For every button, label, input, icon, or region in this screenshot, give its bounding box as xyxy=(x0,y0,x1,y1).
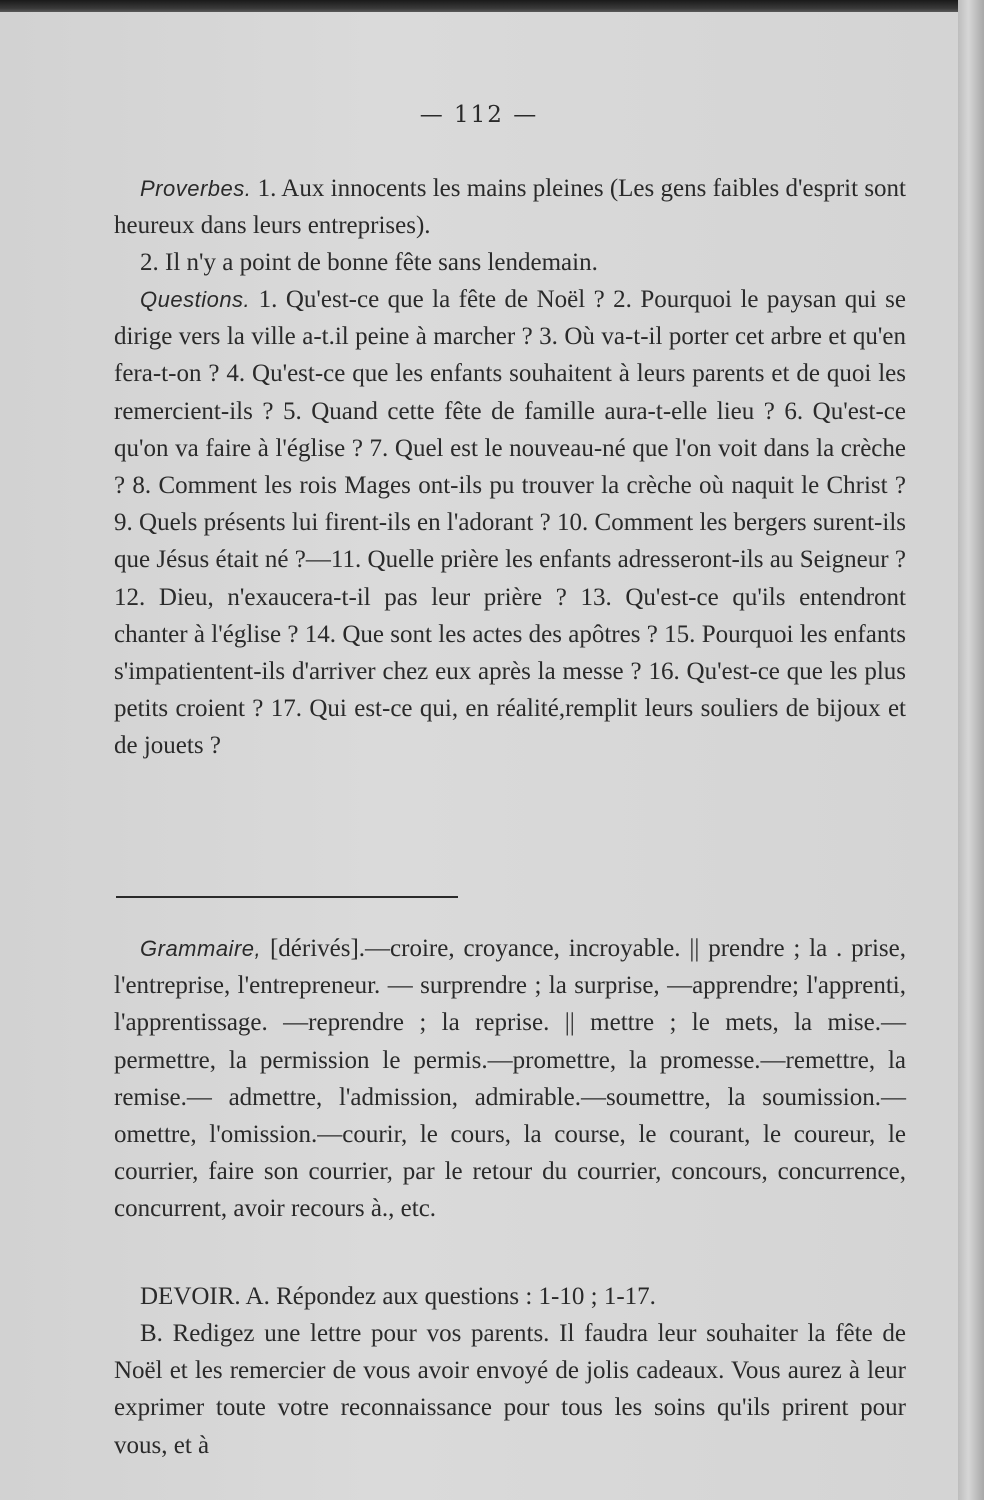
devoir-b: B. Redigez une lettre pour vos parents. Il faudra leur souhaiter la fête de Noël et les remercier de vous avoir envoyé de jolis cadeaux. Vous aurez à leur exprimer toute votre reconnaissance pour tous les soins qu'ils prirent pour vous, et à xyxy=(114,1320,906,1459)
questions-text: 1. Qu'est-ce que la fête de Noël ? 2. Pourquoi le paysan qui se dirige vers la ville a-t.il peine à marcher ? 3. Où va-t-il porter cet arbre et qu'en fera-t-on ? 4. Qu'est-ce que les enfants souhaitent à leurs parents et de quoi les remercient-ils ? 5. Quand cette fête de famille aura-t-elle lieu ? 6. Qu'est-ce qu'on va faire à l'église ? 7. Quel est le nouveau-né que l'on voit dans la crèche ? 8. Comment les rois Mages ont-ils pu trouver la crèche où naquit le Christ ? 9. Quels présents lui firent-ils en l'adorant ? 10. Comment les bergers surent-ils que Jésus était né ?—11. Quelle prière les enfants adresseront-ils au Seigneur ? 12. Dieu, n'exaucera-t-il pas leur prière ? 13. Qu'est-ce qu'ils entendront chanter à l'église ? 14. Que sont les actes des apôtres ? 15. Pourquoi les enfants s'impatientent-ils d'arriver chez eux après la messe ? 16. Qu'est-ce que les plus petits croient ? 17. Qui est-ce qui, en réalité,remplit leurs souliers de bijoux et de jouets ? xyxy=(114,286,907,760)
questions-paragraph xyxy=(114,281,906,765)
questions-label: Questions. xyxy=(140,287,251,312)
book-page xyxy=(0,12,958,1500)
grammaire-paragraph xyxy=(114,930,906,1228)
page-number: — 112 — xyxy=(419,102,539,128)
devoir-a: DEVOIR. A. Répondez aux questions : 1-10 ; 1-17. xyxy=(140,1283,656,1310)
grammaire-label: Grammaire, xyxy=(140,936,262,961)
proverbe-1: 1. Aux innocents les mains pleines (Les gens faibles d'esprit sont heureux dans leurs entreprises). xyxy=(114,175,907,240)
grammaire-text: [dérivés].—croire, croyance, incroyable. || prendre ; la . prise, l'entreprise, l'entrepreneur. — surprendre ; la surprise, —apprendre; l'apprenti, l'apprentissage. —reprendre ; la reprise. || mettre ; le mets, la mise.—permettre, la permission le permis.—promettre, la promesse.—remettre, la remise.— admettre, l'admission, admirable.—soumettre, la soumission.— omettre, l'omission.—courir, le cours, la course, le courant, le coureur, le courrier, faire son courrier, par le retour du courrier, concours, concurrence, concurrent, avoir recours à., etc. xyxy=(114,935,906,1223)
book-right-edge xyxy=(958,0,984,1500)
proverbes-paragraph xyxy=(114,170,906,244)
proverbes-label: Proverbes. xyxy=(140,176,252,201)
proverbe-2: 2. Il n'y a point de bonne fête sans lendemain. xyxy=(140,249,598,276)
section-divider xyxy=(116,896,458,898)
proverbe-2-paragraph xyxy=(114,244,906,281)
